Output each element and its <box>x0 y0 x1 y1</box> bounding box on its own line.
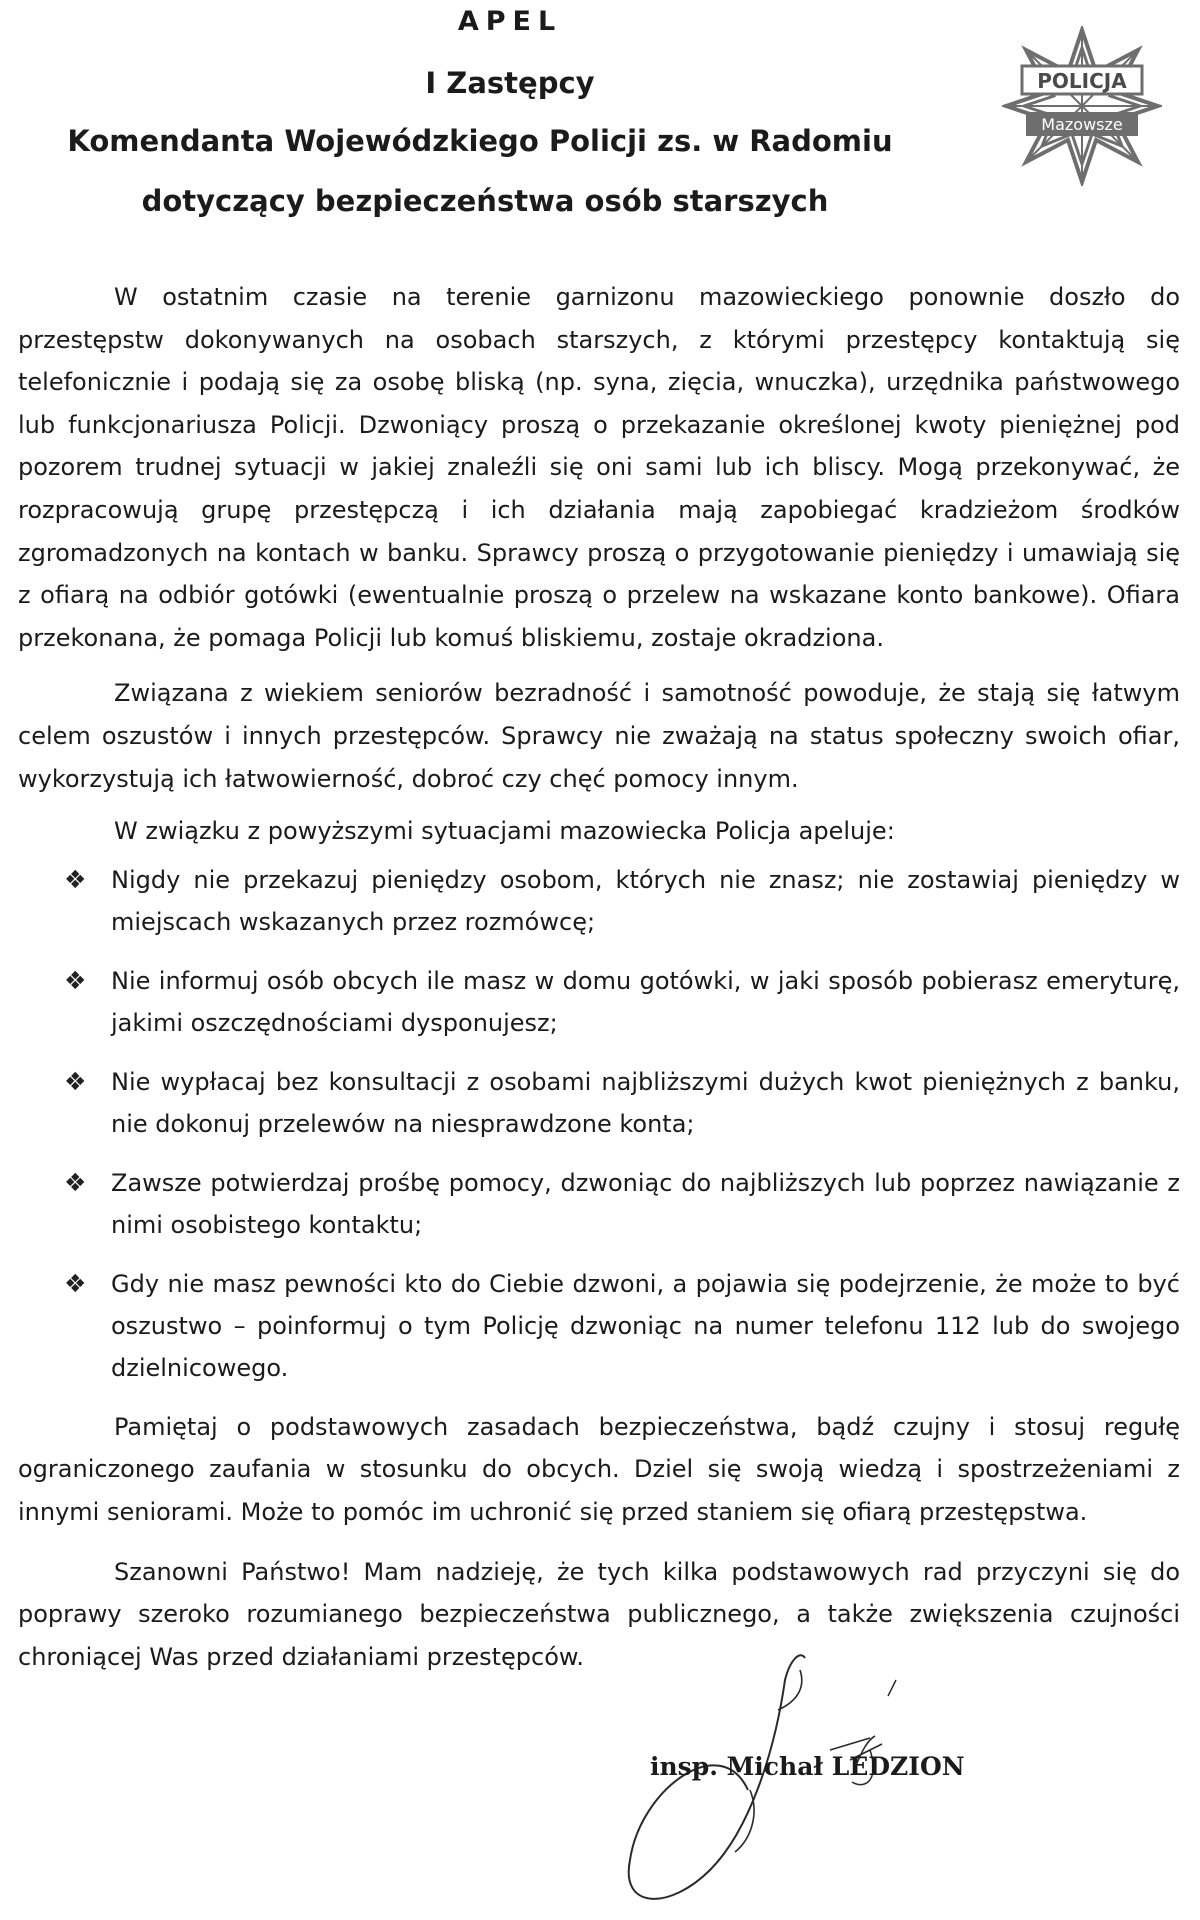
list-item <box>18 1162 1180 1246</box>
diamond-bullet-icon: ❖ <box>64 1268 87 1298</box>
author-office-line: Komendanta Wojewódzkiego Policji zs. w Radomiu <box>67 124 893 158</box>
diamond-bullet-icon: ❖ <box>64 1167 87 1197</box>
diamond-bullet-icon: ❖ <box>64 1066 87 1096</box>
list-item <box>18 960 1180 1044</box>
subject-line: dotyczący bezpieczeństwa osób starszych <box>141 184 829 218</box>
paragraph-situation: W ostatnim czasie na terenie garnizonu mazowieckiego ponownie doszło do przestępstw dokonywanych na osobach starszych, z którymi przestępcy kontaktują się telefonicznie i podają się za osobę bliską (np. syna, zięcia, wnuczka), urzędnika państwowego lub funkcjonariusza Policji. Dzwoniący proszą o przekazanie określonej kwoty pieniężnej pod pozorem trudnej sytuacji w jakiej znaleźli się oni sami lub ich bliscy. Mogą przekonywać, że rozpracowują grupę przestępczą i ich działania mają zapobiegać kradzieżom środków zgromadzonych na kontach w banku. Sprawcy proszą o przygotowanie pieniędzy i umawiają się z ofiarą na odbiór gotówki (ewentualnie proszą o przelew na wskazane konto bankowe). Ofiara przekonana, że pomaga Policji lub komuś bliskiemu, zostaje okradziona. <box>18 283 1180 652</box>
document-title: APEL <box>457 6 563 37</box>
appeal-list <box>18 859 1180 1389</box>
paragraph-appeal-intro: W związku z powyższymi sytuacjami mazowiecka Policja apeluje: <box>114 817 895 846</box>
list-item-text: Nie informuj osób obcych ile masz w domu gotówki, w jaki sposób pobierasz emeryturę, jakimi oszczędnościami dysponujesz; <box>111 966 1180 1037</box>
document-body <box>18 276 1180 1678</box>
paragraph-safety-rules: Pamiętaj o podstawowych zasadach bezpieczeństwa, bądź czujny i stosuj regułę ograniczonego zaufania w stosunku do obcych. Dziel się swoją wiedzą i spostrzeżeniami z innymi seniorami. Może to pomóc im uchronić się przed staniem się ofiarą przestępstwa. <box>18 1412 1180 1526</box>
list-item <box>18 1061 1180 1145</box>
list-item-text: Zawsze potwierdzaj prośbę pomocy, dzwoniąc do najbliższych lub poprzez nawiązanie z nimi osobistego kontaktu; <box>111 1168 1180 1239</box>
diamond-bullet-icon: ❖ <box>64 864 87 894</box>
police-badge-icon <box>1002 26 1162 186</box>
list-item-text: Nie wypłacaj bez konsultacji z osobami najbliższymi dużych kwot pieniężnych z banku, nie dokonuj przelewów na niesprawdzone konta; <box>111 1067 1180 1138</box>
paragraph-vulnerability: Związana z wiekiem seniorów bezradność i samotność powoduje, że stają się łatwym celem oszustów i innych przestępców. Sprawcy nie zważają na status społeczny swoich ofiar, wykorzystują ich łatwowierność, dobroć czy chęć pomocy innym. <box>18 679 1180 793</box>
list-item-text: Gdy nie masz pewności kto do Ciebie dzwoni, a pojawia się podejrzenie, że może to być oszustwo – poinformuj o tym Policję dzwoniąc na numer telefonu 112 lub do swojego dzielnicowego. <box>111 1269 1180 1382</box>
list-item <box>18 1263 1180 1389</box>
signature-block <box>600 1640 1100 1920</box>
signatory-name: insp. Michał LEDZION <box>650 1752 965 1781</box>
list-item <box>18 859 1180 943</box>
paragraph-closing: Szanowni Państwo! Mam nadzieję, że tych kilka podstawowych rad przyczyni się do poprawy szeroko rozumianego bezpieczeństwa publicznego, a także zwiększenia czujności chroniącej Was przed działaniami przestępców. <box>18 1557 1180 1671</box>
list-item-text: Nigdy nie przekazuj pieniędzy osobom, których nie znasz; nie zostawiaj pieniędzy w miejscach wskazanych przez rozmówcę; <box>111 865 1180 936</box>
badge-text-top: POLICJA <box>1037 69 1127 93</box>
diamond-bullet-icon: ❖ <box>64 965 87 995</box>
badge-text-bottom: Mazowsze <box>1041 115 1123 134</box>
author-line: I Zastępcy <box>425 66 595 100</box>
